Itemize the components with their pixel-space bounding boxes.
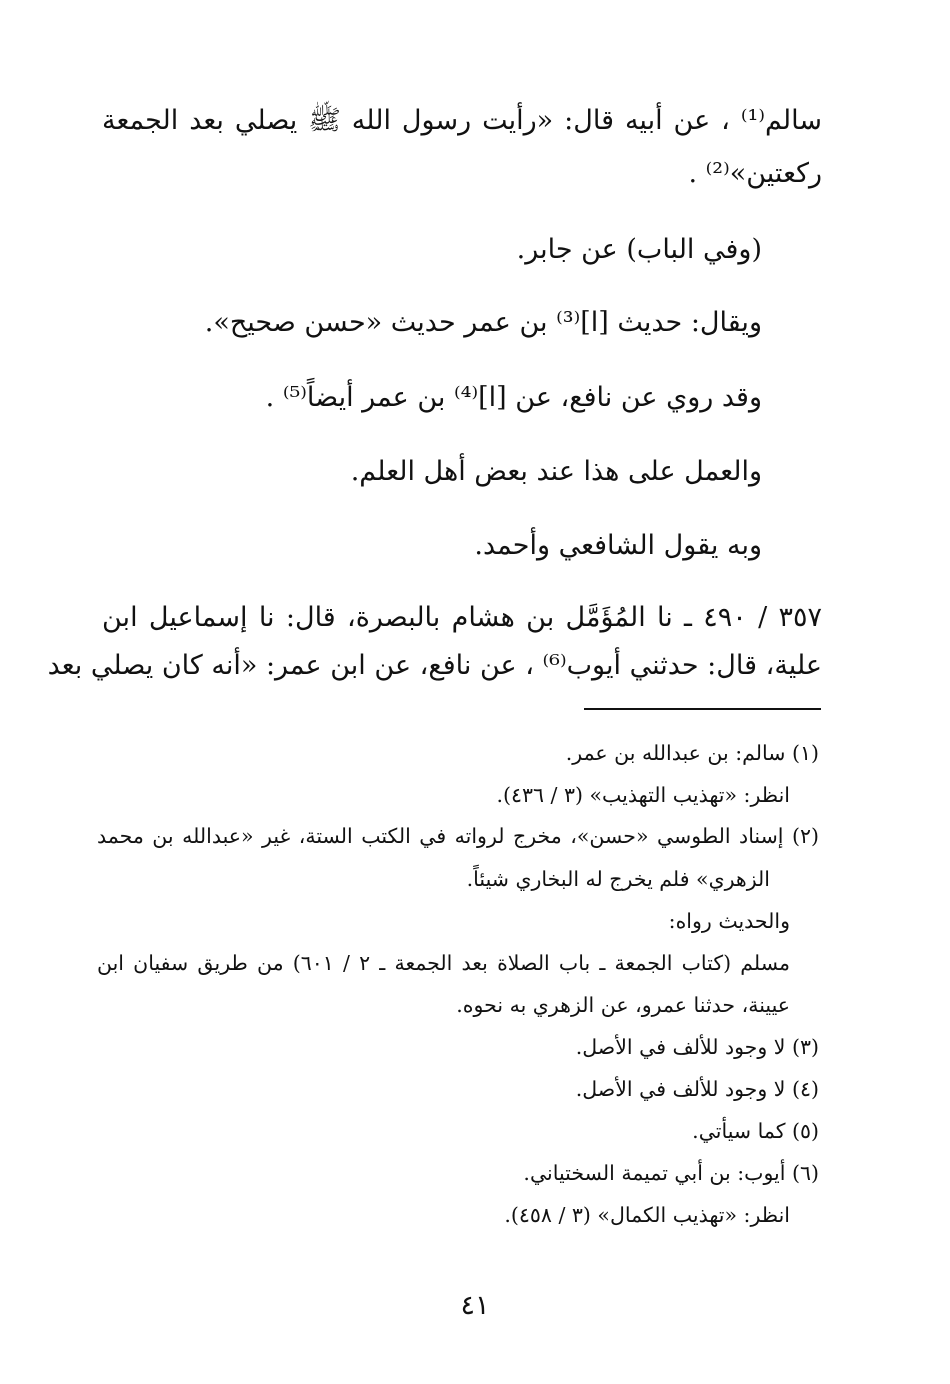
footnote-6: (٦) أيوب: بن أبي تميمة السختياني. — [523, 1161, 819, 1185]
footnote-1: (١) سالم: بن عبدالله بن عمر. — [565, 741, 819, 765]
footnote-3: (٣) لا وجود للألف في الأصل. — [575, 1035, 819, 1059]
footnote-2-cont-1: الزهري» فلم يخرج له البخاري شيئاً. — [466, 867, 770, 891]
footnote-6-cont: انظر: «تهذيب الكمال» (٣ / ٤٥٨). — [504, 1203, 790, 1227]
body-line-7: وبه يقول الشافعي وأحمد. — [474, 530, 762, 561]
footnote-5: (٥) كما سيأتي. — [692, 1119, 819, 1143]
body-line-8: ٣٥٧ / ٤٩٠ ـ نا المُؤَمَّل بن هشام بالبصرة، قال: نا إسماعيل ابن — [102, 602, 823, 633]
body-line-2: ركعتين»⁽²⁾ . — [688, 158, 822, 189]
footnote-2: (٢) إسناد الطوسي «حسن»، مخرج لرواته في الكتب الستة، غير «عبدالله بن محمد — [97, 824, 819, 848]
footnote-2-cont-3: مسلم (كتاب الجمعة ـ باب الصلاة بعد الجمعة ـ ٢ / ٦٠١) من طريق سفيان ابن — [97, 951, 790, 975]
body-line-9: علية، قال: حدثني أيوب⁽⁶⁾ ، عن نافع، عن ابن عمر: «أنه كان يصلي بعد — [47, 650, 822, 681]
body-line-1: سالم⁽¹⁾ ، عن أبيه قال: «رأيت رسول الله ﷺ يصلي بعد الجمعة — [102, 105, 822, 136]
footnote-separator — [584, 708, 821, 710]
footnote-4: (٤) لا وجود للألف في الأصل. — [575, 1077, 819, 1101]
body-line-4: ويقال: حديث [ا]⁽³⁾ بن عمر حديث «حسن صحيح». — [204, 307, 762, 338]
footnote-2-cont-2: والحديث رواه: — [668, 909, 790, 933]
body-line-3: (وفي الباب) عن جابر. — [516, 234, 762, 265]
page-number: ٤١ — [460, 1290, 490, 1321]
footnote-2-cont-4: عيينة، حدثنا عمرو، عن الزهري به نحوه. — [456, 993, 790, 1017]
body-line-6: والعمل على هذا عند بعض أهل العلم. — [350, 456, 762, 487]
body-line-5: وقد روي عن نافع، عن [ا]⁽⁴⁾ بن عمر أيضاً⁽⁵⁾ . — [265, 382, 762, 413]
footnote-1-cont: انظر: «تهذيب التهذيب» (٣ / ٤٣٦). — [496, 783, 790, 807]
